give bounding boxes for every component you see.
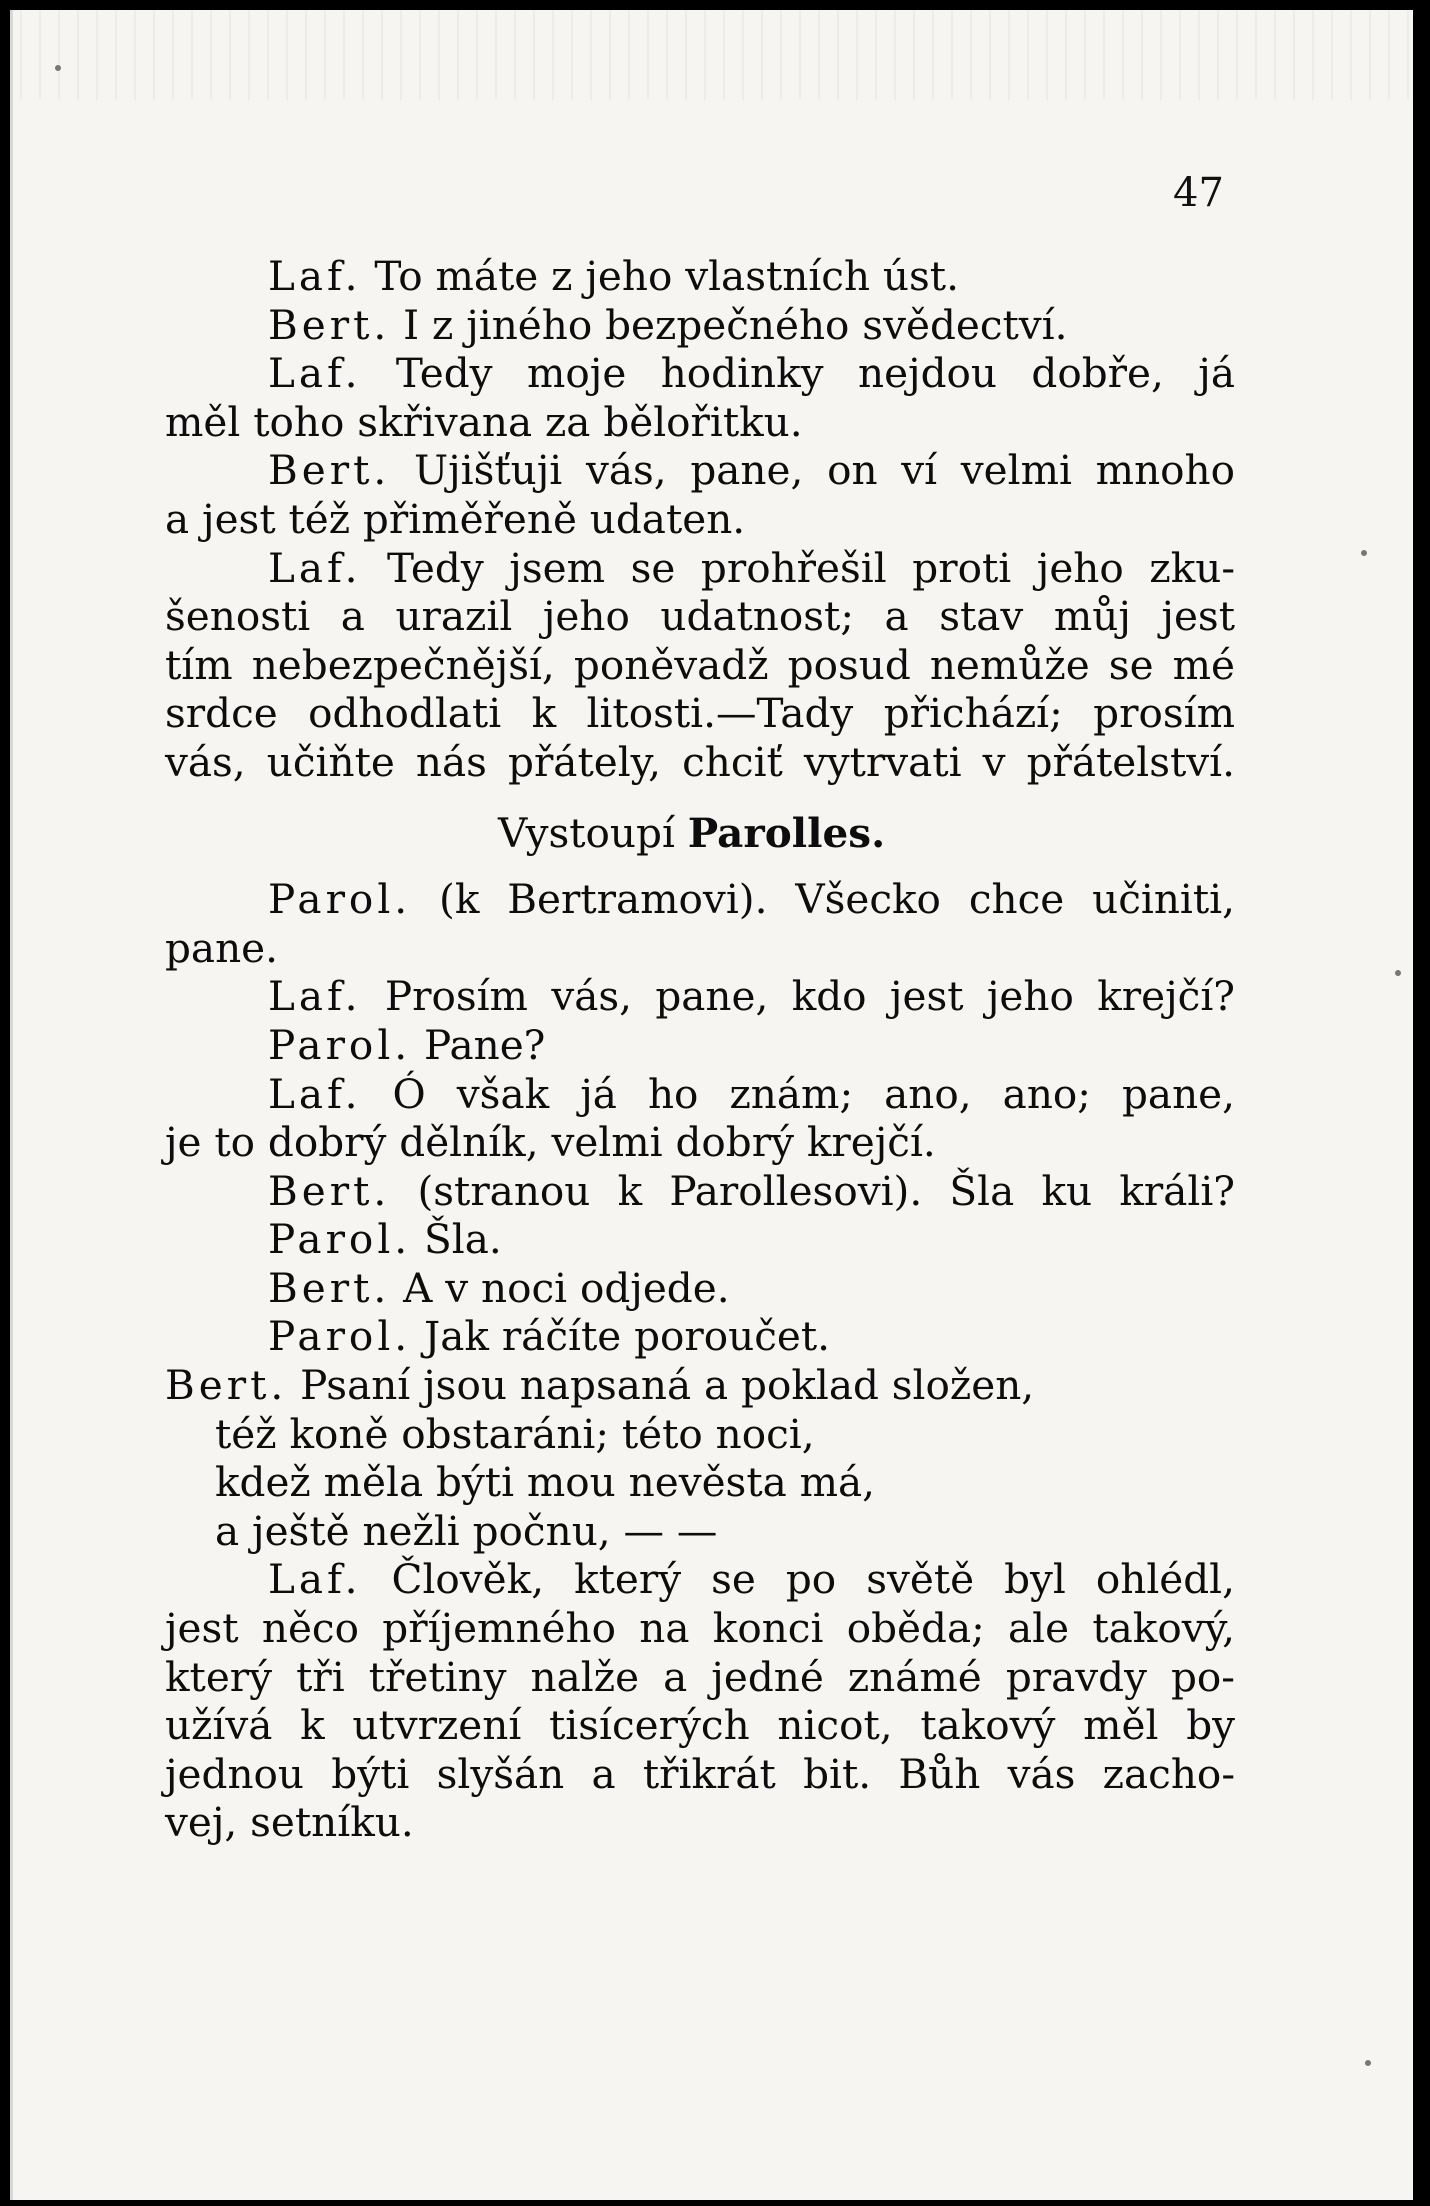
verse-line: [165, 1458, 1235, 1507]
line-text: (k Bertramovi). Všecko chce učiniti,: [411, 875, 1235, 924]
text-line: [165, 641, 1235, 690]
page-text: [165, 252, 1235, 1847]
line-text: srdce odhodlati k litosti.—Tady přichází; prosím: [165, 689, 1235, 738]
speaker-name: Laf.: [268, 1069, 362, 1118]
spacer: [165, 787, 1235, 809]
text-line: [165, 252, 1235, 301]
text-line: [165, 1264, 1235, 1313]
speaker-name: Bert.: [268, 300, 391, 349]
text-line: [165, 875, 1235, 924]
line-text: a jest též přiměřeně udaten.: [165, 494, 746, 543]
text-line: [165, 1312, 1235, 1361]
text-line: [165, 592, 1235, 641]
line-text: Člověk, který se po světě byl ohlédl,: [361, 1555, 1235, 1604]
text-line: [165, 1701, 1235, 1750]
line-text: užívá k utvrzení tisícerých nicot, takový měl by: [165, 1701, 1235, 1750]
speaker-name: Laf.: [268, 972, 362, 1021]
line-text: I z jiného bezpečného svědectví.: [390, 300, 1068, 349]
text-line: [165, 349, 1235, 398]
speaker-name: Parol.: [268, 1312, 412, 1361]
line-text: Šla.: [411, 1215, 502, 1264]
text-line: [165, 1555, 1235, 1604]
stage-text: Vystoupí: [498, 808, 688, 857]
line-text: Psaní jsou napsaná a poklad složen,: [287, 1361, 1035, 1410]
line-text: Tedy jsem se prohřešil proti jeho zku-: [361, 543, 1235, 592]
line-text: a ještě nežli počnu, — —: [215, 1506, 718, 1555]
book-page: [10, 10, 1413, 2200]
line-text: To máte z jeho vlastních úst.: [361, 252, 959, 300]
text-line: [165, 301, 1235, 350]
stage-direction: [165, 809, 1235, 858]
line-text: tím nebezpečnější, poněvadž posud nemůže se mé: [165, 640, 1235, 689]
line-text: Jak ráčíte poroučet.: [411, 1312, 831, 1361]
line-text: který tři třetiny nalže a jedné známé pravdy po-: [165, 1652, 1235, 1701]
verse-line: [165, 1361, 1235, 1410]
text-line: [165, 1653, 1235, 1702]
speaker-name: Laf.: [268, 349, 362, 398]
line-text: vej, setníku.: [165, 1798, 414, 1847]
line-text: (stranou k Parollesovi). Šla ku králi?: [390, 1166, 1235, 1215]
verse-line: [165, 1507, 1235, 1556]
speaker-name: Laf.: [268, 252, 362, 300]
speaker-name: Parol.: [268, 875, 412, 924]
line-text: Ó však já ho znám; ano, ano; pane,: [361, 1069, 1235, 1118]
spacer: [165, 857, 1235, 875]
line-text: Prosím vás, pane, kdo jest jeho krejčí?: [361, 972, 1235, 1021]
text-line: [165, 924, 1235, 973]
text-line: [165, 1070, 1235, 1119]
line-text: A v noci odjede.: [390, 1263, 730, 1312]
text-line: [165, 738, 1235, 787]
speaker-name: Laf.: [268, 543, 362, 592]
text-line: [165, 544, 1235, 593]
text-line: [165, 495, 1235, 544]
line-text: Tedy moje hodinky nejdou dobře, já: [361, 349, 1235, 398]
text-line: [165, 1750, 1235, 1799]
text-line: [165, 1167, 1235, 1216]
text-line: [165, 1118, 1235, 1167]
speaker-name: Bert.: [165, 1361, 288, 1410]
speaker-name: Bert.: [268, 1166, 391, 1215]
line-text: vás, učiňte nás přátely, chciť vytrvati v přátelství.: [165, 737, 1235, 786]
line-text: měl toho skřivana za bělořitku.: [165, 397, 803, 446]
print-speck: [1365, 2060, 1371, 2066]
line-text: Pane?: [411, 1020, 546, 1069]
page-number: 47: [1173, 170, 1224, 216]
text-line: [165, 689, 1235, 738]
text-line: [165, 972, 1235, 1021]
speaker-name: Bert.: [268, 446, 391, 495]
verse-line: [165, 1410, 1235, 1459]
line-text: šenosti a urazil jeho udatnost; a stav můj jest: [165, 592, 1235, 641]
line-text: též koně obstaráni; této noci,: [215, 1409, 815, 1458]
line-text: kdež měla býti mou nevěsta má,: [215, 1458, 876, 1507]
speaker-name: Bert.: [268, 1263, 391, 1312]
line-text: pane.: [165, 923, 278, 972]
line-text: jednou býti slyšán a třikrát bit. Bůh vás zacho-: [165, 1749, 1235, 1798]
print-speck: [1361, 550, 1367, 556]
print-speck: [1395, 970, 1401, 976]
line-text: Ujišťuji vás, pane, on ví velmi mnoho: [390, 446, 1235, 495]
text-line: [165, 446, 1235, 495]
text-line: [165, 1215, 1235, 1264]
speaker-name: Parol.: [268, 1215, 412, 1264]
speaker-name: Laf.: [268, 1555, 362, 1604]
text-line: [165, 398, 1235, 447]
speaker-name: Parol.: [268, 1020, 412, 1069]
line-text: je to dobrý dělník, velmi dobrý krejčí.: [165, 1118, 936, 1167]
text-line: [165, 1021, 1235, 1070]
text-line: [165, 1798, 1235, 1847]
stage-character: Parolles.: [687, 808, 886, 857]
line-text: jest něco příjemného na konci oběda; ale takový,: [165, 1604, 1235, 1653]
text-line: [165, 1604, 1235, 1653]
print-speck: [55, 65, 61, 71]
